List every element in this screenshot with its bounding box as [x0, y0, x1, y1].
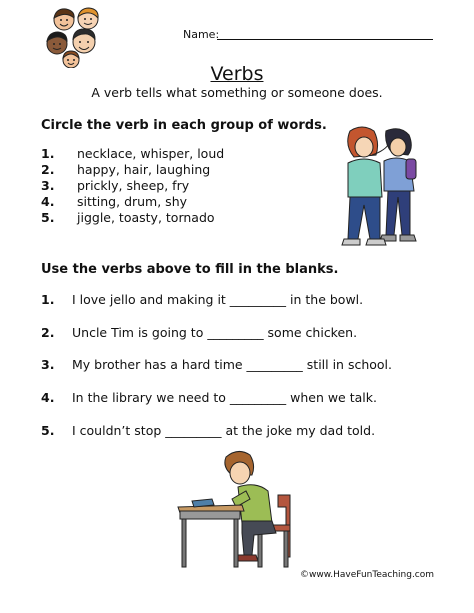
item-text: prickly, sheep, fry — [77, 178, 190, 193]
item-number: 1. — [41, 146, 55, 161]
item-text: jiggle, toasty, tornado — [77, 210, 215, 225]
item-number: 2. — [41, 325, 55, 340]
item-text: Uncle Tim is going to _________ some chicken. — [72, 325, 358, 340]
item-number: 4. — [41, 390, 55, 405]
item-text: sitting, drum, shy — [77, 194, 188, 209]
item-text: happy, hair, laughing — [77, 162, 211, 177]
item-text: My brother has a hard time _________ still in school. — [72, 357, 393, 372]
copyright-footer: ©www.HaveFunTeaching.com — [300, 570, 435, 580]
item-number: 1. — [41, 292, 55, 307]
item-number: 3. — [41, 357, 55, 372]
item-number: 2. — [41, 162, 55, 177]
item-text: necklace, whisper, loud — [77, 146, 225, 161]
name-label: Name: — [183, 28, 220, 41]
boy-at-desk-illustration — [172, 447, 298, 571]
girls-whispering-illustration — [336, 125, 424, 249]
item-text: I couldn’t stop _________ at the joke my dad told. — [72, 423, 376, 438]
name-field-line[interactable] — [217, 39, 433, 40]
item-number: 4. — [41, 194, 55, 209]
kids-faces-illustration — [44, 6, 110, 68]
item-number: 3. — [41, 178, 55, 193]
page-subtitle: A verb tells what something or someone does. — [91, 85, 383, 100]
page-title: Verbs — [210, 63, 264, 85]
item-number: 5. — [41, 423, 55, 438]
item-number: 5. — [41, 210, 55, 225]
item-text: In the library we need to _________ when we talk. — [72, 390, 377, 405]
item-text: I love jello and making it _________ in the bowl. — [72, 292, 364, 307]
section1-title: Circle the verb in each group of words. — [41, 118, 327, 133]
section2-title: Use the verbs above to fill in the blanks. — [41, 262, 339, 277]
